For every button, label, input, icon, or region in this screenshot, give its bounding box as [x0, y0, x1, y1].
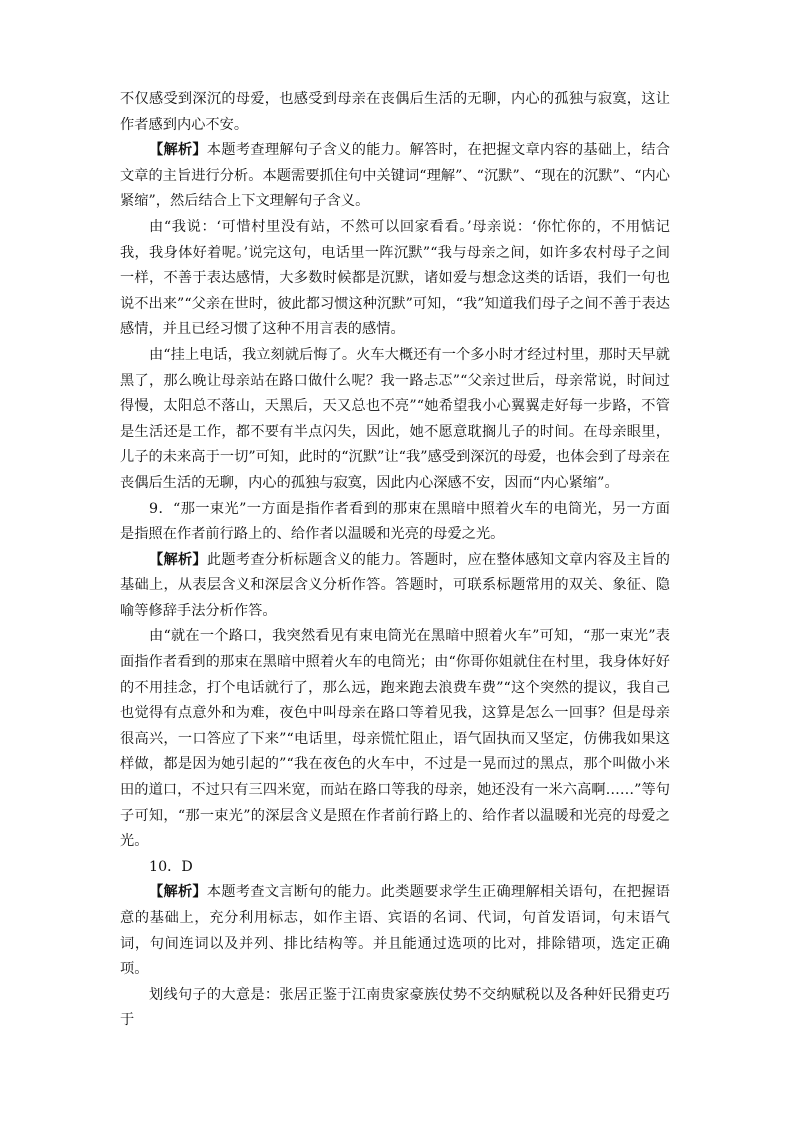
paragraph-10 [120, 983, 670, 1034]
paragraph-text: 由“就在一个路口，我突然看见有束电筒光在黑暗中照着火车”可知，“那一束光”表面指作者看到的那束在黑暗中照着火车的电筒光；由“你哥你姐就住在村里，我身体好好的不用挂念，打个电话就行了，那么远，跑来跑去浪费车费”“这个突然的提议，我自己也觉得有点意外和为难，夜色中叫母亲在路口等着见我，这算是怎么一回事？但是母亲很高兴，一口答应了下来”“电话里，母亲慌忙阻止，语气固执而又坚定，仿佛我如果这样做，都是因为她引起的”“我在夜色的火车中，不过是一晃而过的黑点，那个叫做小米田的道口，不过只有三四米宽，而站在路口等我的母亲，她还没有一米六高啊……”等句子可知，“那一束光”的深层含义是照在作者前行路上的、给作者以温暖和光亮的母爱之光。 [120, 628, 670, 850]
paragraph-text: 9．“那一束光”一方面是指作者看到的那束在黑暗中照着火车的电筒光，另一方面是指照在作者前行路上的、给作者以温暖和光亮的母爱之光。 [120, 500, 670, 543]
paragraph-text: 10．D [149, 858, 193, 875]
paragraph-text: 此题考查分析标题含义的能力。答题时，应在整体感知文章内容及主旨的基础上，从表层含义和深层含义分析作答。答题时，可联系标题常用的双关、象征、隐喻等修辞手法分析作答。 [120, 551, 670, 619]
paragraph-text: 本题考查理解句子含义的能力。解答时，在把握文章内容的基础上，结合文章的主旨进行分析。本题需要抓住句中关键词“理解”、“沉默”、“现在的沉默”、“内心紧缩”，然后结合上下文理解句子含义。 [120, 142, 670, 210]
paragraph-text: 不仅感受到深沉的母爱，也感受到母亲在丧偶后生活的无聊，内心的孤独与寂寞，这让作者感到内心不安。 [120, 91, 670, 133]
answer-9 [120, 497, 670, 548]
analysis-tag: 【解析】 [149, 551, 207, 568]
analysis-tag: 【解析】 [149, 142, 207, 159]
paragraph-text: 由“挂上电话，我立刻就后悔了。火车大概还有一个多小时才经过村里，那时天早就黑了，那么晚让母亲站在路口做什么呢？我一路忐忑”“父亲过世后，母亲常说，时间过得慢，太阳总不落山，天黑后，天又总也不亮”“她希望我小心翼翼走好每一步路，不管是生活还是工作，都不要有半点闪失，因此，她不愿意耽搁儿子的时间。在母亲眼里，儿子的未来高于一切”可知，此时的“沉默”让“我”感受到深沉的母爱，也体会到了母亲在丧偶后生活的无聊，内心的孤独与寂寞，因此内心深感不安，因而“内心紧缩”。 [120, 346, 670, 491]
paragraph-9 [120, 880, 670, 982]
document-page [120, 87, 670, 1034]
analysis-tag: 【解析】 [149, 884, 207, 901]
paragraph-text: 本题考查文言断句的能力。此类题要求学生正确理解相关语句，在把握语意的基础上，充分利用标志，如作主语、宾语的名词、代词，句首发语词，句末语气词，句间连词以及并列、排比结构等。并且能通过选项的比对，排除错项，选定正确项。 [120, 884, 670, 978]
paragraph-text: 由“我说：‘可惜村里没有站，不然可以回家看看。’母亲说：‘你忙你的，不用惦记我，我身体好着呢。’说完这句，电话里一阵沉默”“我与母亲之间，如许多农村母子之间一样，不善于表达感情，大多数时候都是沉默，诸如爱与想念这类的话语，我们一句也说不出来”“父亲在世时，彼此都习惯这种沉默”可知，“我”知道我们母子之间不善于表达感情，并且已经习惯了这种不用言表的感情。 [120, 218, 670, 338]
paragraph-1 [120, 87, 670, 138]
paragraph-2 [120, 138, 670, 215]
paragraph-text: 划线句子的大意是：张居正鉴于江南贵家豪族仗势不交纳赋税以及各种奸民猾吏巧于 [120, 986, 670, 1029]
answer-10 [120, 855, 670, 881]
paragraph-6 [120, 548, 670, 625]
paragraph-4 [120, 343, 670, 497]
paragraph-7 [120, 624, 670, 854]
paragraph-3 [120, 215, 670, 343]
